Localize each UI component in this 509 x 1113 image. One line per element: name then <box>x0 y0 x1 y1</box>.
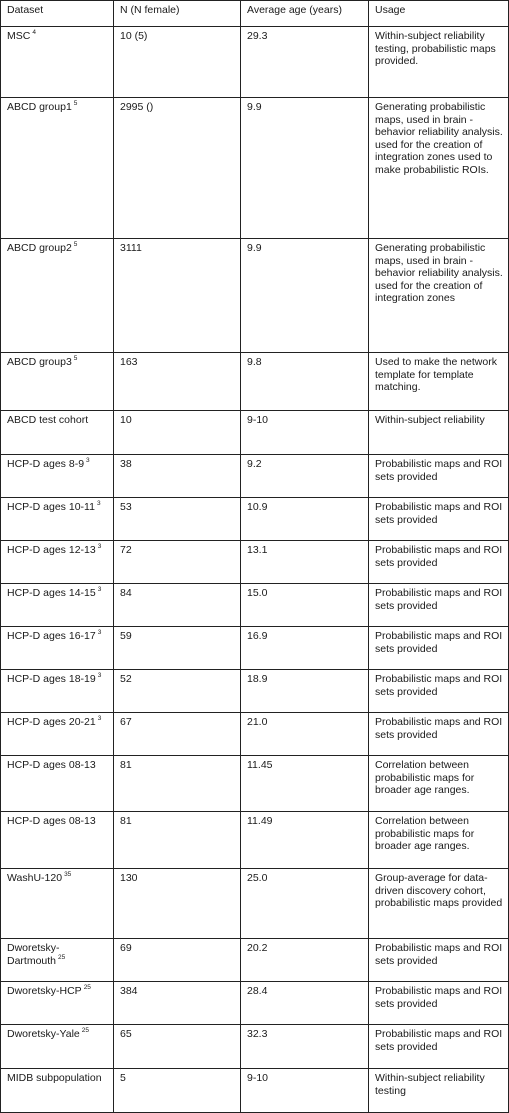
table-row <box>1 756 509 812</box>
cell-dataset <box>1 670 114 713</box>
reference-number: 3 <box>97 543 102 550</box>
table-row <box>1 353 509 411</box>
cell-n: 65 <box>114 1025 241 1069</box>
cell-n: 59 <box>114 627 241 670</box>
cell-age: 9.9 <box>241 239 369 353</box>
cell-age: 18.9 <box>241 670 369 713</box>
cell-usage: Probabilistic maps and ROI sets provided <box>369 982 509 1025</box>
cell-age: 21.0 <box>241 713 369 756</box>
cell-usage: Within-subject reliability testing, probabilistic maps provided. <box>369 27 509 98</box>
dataset-name: HCP-D ages 16-17 <box>7 630 96 642</box>
cell-n: 69 <box>114 939 241 982</box>
dataset-name: Dworetsky-Yale <box>7 1028 80 1040</box>
cell-dataset <box>1 498 114 541</box>
cell-n: 3111 <box>114 239 241 353</box>
cell-age: 16.9 <box>241 627 369 670</box>
dataset-name: HCP-D ages 20-21 <box>7 716 96 728</box>
table-row <box>1 812 509 869</box>
cell-usage: Generating probabilistic maps, used in brain -behavior reliability analysis. used for the creation of integration zones <box>369 239 509 353</box>
cell-n: 10 (5) <box>114 27 241 98</box>
table-row <box>1 982 509 1025</box>
cell-dataset <box>1 98 114 239</box>
cell-usage: Within-subject reliability <box>369 411 509 455</box>
table-row <box>1 939 509 982</box>
cell-n: 384 <box>114 982 241 1025</box>
cell-n: 2995 () <box>114 98 241 239</box>
cell-age: 9.9 <box>241 98 369 239</box>
cell-n: 10 <box>114 411 241 455</box>
reference-number: 35 <box>64 871 72 878</box>
cell-age: 10.9 <box>241 498 369 541</box>
dataset-name: ABCD group2 <box>7 242 72 254</box>
cell-age: 13.1 <box>241 541 369 584</box>
table-row <box>1 455 509 498</box>
cell-usage: Probabilistic maps and ROI sets provided <box>369 627 509 670</box>
dataset-name: HCP-D ages 08-13 <box>7 815 96 827</box>
cell-age: 28.4 <box>241 982 369 1025</box>
cell-usage: Group-average for data-driven discovery cohort, probabilistic maps provided <box>369 869 509 939</box>
cell-usage: Probabilistic maps and ROI sets provided <box>369 455 509 498</box>
cell-dataset <box>1 627 114 670</box>
cell-usage: Correlation between probabilistic maps for broader age ranges. <box>369 756 509 812</box>
cell-n: 52 <box>114 670 241 713</box>
cell-dataset <box>1 939 114 982</box>
table-row <box>1 239 509 353</box>
cell-usage: Probabilistic maps and ROI sets provided <box>369 498 509 541</box>
reference-number: 25 <box>83 984 91 991</box>
dataset-name: HCP-D ages 14-15 <box>7 587 96 599</box>
cell-dataset <box>1 541 114 584</box>
cell-dataset <box>1 812 114 869</box>
reference-number: 3 <box>97 629 102 636</box>
cell-age: 32.3 <box>241 1025 369 1069</box>
header-n: N (N female) <box>114 1 241 27</box>
reference-number: 3 <box>96 500 101 507</box>
table-row <box>1 584 509 627</box>
cell-age: 11.49 <box>241 812 369 869</box>
dataset-name: ABCD group3 <box>7 356 72 368</box>
cell-dataset <box>1 411 114 455</box>
cell-n: 163 <box>114 353 241 411</box>
table-row <box>1 98 509 239</box>
reference-number: 3 <box>97 672 102 679</box>
cell-dataset <box>1 1025 114 1069</box>
cell-usage: Probabilistic maps and ROI sets provided <box>369 584 509 627</box>
reference-number: 25 <box>58 953 66 961</box>
cell-usage: Probabilistic maps and ROI sets provided <box>369 1025 509 1069</box>
table-row <box>1 27 509 98</box>
cell-n: 5 <box>114 1069 241 1113</box>
cell-n: 38 <box>114 455 241 498</box>
dataset-name: MIDB subpopulation <box>7 1072 102 1084</box>
cell-dataset <box>1 455 114 498</box>
cell-dataset <box>1 1069 114 1113</box>
cell-usage: Within-subject reliability testing <box>369 1069 509 1113</box>
cell-usage: Generating probabilistic maps, used in brain -behavior reliability analysis. used for the creation of integration zones used to make probabilistic ROIs. <box>369 98 509 239</box>
header-usage: Usage <box>369 1 509 27</box>
table-row <box>1 869 509 939</box>
cell-usage: Probabilistic maps and ROI sets provided <box>369 541 509 584</box>
cell-n: 72 <box>114 541 241 584</box>
dataset-name: Dworetsky-Dartmouth <box>7 942 60 967</box>
table-row <box>1 627 509 670</box>
table-row <box>1 1069 509 1113</box>
dataset-name: WashU-120 <box>7 872 63 884</box>
cell-usage: Probabilistic maps and ROI sets provided <box>369 939 509 982</box>
cell-age: 25.0 <box>241 869 369 939</box>
table-row <box>1 670 509 713</box>
cell-dataset <box>1 982 114 1025</box>
dataset-name: HCP-D ages 10-11 <box>7 501 95 513</box>
dataset-name: HCP-D ages 08-13 <box>7 759 96 771</box>
dataset-name: HCP-D ages 12-13 <box>7 544 96 556</box>
cell-n: 84 <box>114 584 241 627</box>
table-row <box>1 411 509 455</box>
cell-n: 67 <box>114 713 241 756</box>
cell-age: 9.2 <box>241 455 369 498</box>
cell-dataset <box>1 239 114 353</box>
cell-n: 130 <box>114 869 241 939</box>
cell-age: 20.2 <box>241 939 369 982</box>
dataset-name: MSC <box>7 30 31 42</box>
reference-number: 3 <box>97 586 102 593</box>
cell-usage: Correlation between probabilistic maps for broader age ranges. <box>369 812 509 869</box>
cell-dataset <box>1 584 114 627</box>
dataset-name: ABCD group1 <box>7 101 72 113</box>
table-row <box>1 1025 509 1069</box>
cell-age: 15.0 <box>241 584 369 627</box>
cell-age: 9.8 <box>241 353 369 411</box>
table-row <box>1 498 509 541</box>
reference-number: 5 <box>73 355 78 362</box>
cell-usage: Used to make the network template for template matching. <box>369 353 509 411</box>
cell-dataset <box>1 27 114 98</box>
table-row <box>1 541 509 584</box>
header-row <box>1 1 509 27</box>
header-dataset: Dataset <box>1 1 114 27</box>
cell-age: 9-10 <box>241 411 369 455</box>
reference-number: 25 <box>81 1027 89 1034</box>
cell-n: 81 <box>114 756 241 812</box>
cell-usage: Probabilistic maps and ROI sets provided <box>369 713 509 756</box>
dataset-name: ABCD test cohort <box>7 414 89 426</box>
header-age: Average age (years) <box>241 1 369 27</box>
cell-usage: Probabilistic maps and ROI sets provided <box>369 670 509 713</box>
dataset-name: HCP-D ages 18-19 <box>7 673 96 685</box>
cell-dataset <box>1 869 114 939</box>
cell-n: 53 <box>114 498 241 541</box>
dataset-name: Dworetsky-HCP <box>7 985 82 997</box>
reference-number: 5 <box>73 100 78 107</box>
cell-dataset <box>1 756 114 812</box>
cell-dataset <box>1 353 114 411</box>
cell-age: 11.45 <box>241 756 369 812</box>
reference-number: 3 <box>86 457 90 464</box>
cell-n: 81 <box>114 812 241 869</box>
table-row <box>1 713 509 756</box>
cell-dataset <box>1 713 114 756</box>
reference-number: 4 <box>32 29 36 36</box>
reference-number: 5 <box>73 241 78 248</box>
dataset-name: HCP-D ages 8-9 <box>7 458 85 470</box>
reference-number: 3 <box>97 715 102 722</box>
cell-age: 29.3 <box>241 27 369 98</box>
cell-age: 9-10 <box>241 1069 369 1113</box>
